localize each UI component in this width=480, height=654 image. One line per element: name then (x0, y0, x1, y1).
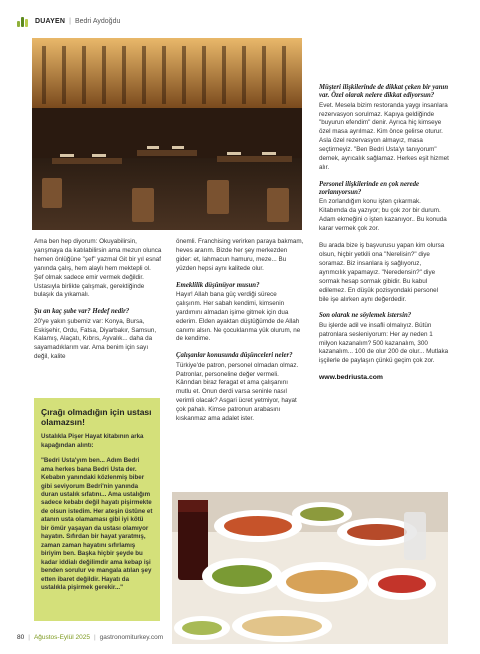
question-heading: Çalışanlar konusunda düşünceleri neler? (176, 352, 293, 360)
question-heading: Şu an kaç şube var? Hedef nedir? (34, 308, 130, 316)
paragraph: önemli. Franchising verirken paraya bakmam, heves ararım. Bizde her şey merkezden gider: et, lahmacun hamuru, meze... Bu yüzden hepsi aynı kalitede olur. (176, 238, 304, 272)
restaurant-interior-photo (32, 38, 302, 230)
box-title: Çırağı olmadığın için ustası olamazsın! (41, 407, 152, 427)
paragraph: 20'ye yakın şubemiz var: Konya, Bursa, Eskişehir, Ordu, Fatsa, Diyarbakır, Samsun, Kalamış, Alaçatı, Kıbrıs, Ayvalık... daha da sayamadıklarım var. Ama benim için sayı değil, kalite (34, 317, 157, 361)
page-number: 80 (17, 634, 25, 641)
footer-separator: | (93, 634, 96, 641)
paragraph: En zorlandığım konu işten çıkarmak. Kitabımda da yazıyor; bu çok zor bir durum. Adam ekmeğini o işten kazanıyor.. Bu konuda karar vermek çok zor. (319, 198, 447, 233)
magazine-logo-icon (17, 15, 31, 27)
paragraph: Bu işlerde adil ve insafli olmalıyız. Bütün patronlara sesleniyorum: Her ay neden 1 milyon kazanalım? 500 kazanalım, 300 kazanalım... 100 de olur 200 de olur... Mutlaka işçilerle de paylaşın çünkü geçim çok zor. (319, 321, 449, 365)
section-header (17, 14, 120, 28)
paragraph: Bu arada bize iş başvurusu yapan kim olursa olsun, hiçbir yetkili ona "Nerelisin?" diye soramaz. Biz insanlara iş sağlıyoruz, ayrımcılık yapamayız. "Neredensin?" diye sormak hesap sormak gibidir. Bu kabul edilemez. En düşük pozisyondaki personel bile işe alırken aynı değerdedir. (319, 242, 445, 303)
question-heading: Emeklilik düşünüyor musun? (176, 281, 260, 289)
box-intro: Ustalıkla Pişer Hayat kitabının arka kapağından alıntı: (41, 433, 144, 449)
article-column-2 (176, 238, 304, 432)
website-link[interactable]: www.bedriusta.com (319, 374, 383, 382)
paragraph: Ama ben hep diyorum: Okuyabilirsin, yarışmaya da katılabilirsin ama mezun olunca hemen önlüğüne "şef" yazmal Git bir yıl esnaf yanında çalış, hem alaylı hem mektepli ol. Şef olmak sadece emir vermek değildir. Ustasıyla birlikte çalışmak, gerektiğinde bulaşık da yıkamalı. (34, 238, 162, 299)
footer-website[interactable]: gastronomiturkey.com (99, 634, 164, 641)
article-column-3 (319, 84, 449, 383)
question-heading: Müşteri ilişkilerinde de dikkat çeken bir yanın var. Özel olarak nelere dikkat ediyorsun? (319, 84, 449, 100)
footer-separator: | (28, 634, 30, 641)
question-heading: Son olarak ne söylemek istersin? (319, 312, 412, 320)
paragraph: Hayır! Allah bana güç verdiği sürece çalışırım. Her sabah kendimi, kimsenin yardımını almadan işime gitmek için dua ederim. Elden ayaktan düştüğümde de Allah canımı alsın. Ne çocuklarıma yük olurum, ne de kendime. (176, 290, 301, 343)
section-category: DUAYEN (35, 17, 66, 25)
book-quote: "Bedri Usta'yım ben... Adım Bedri ama herkes bana Bedri Usta der. Kebabın yanındaki közlenmiş biber gibi seviyorum Bedri'nin yanında duran ustalık sıfatını... Ama ustalığım sadece kebabı değil hayatı pişirmekte de olsun istedim. Her ateşin üstüne et atanın usta olamaması gibi iyi kötü bir ömür yaşayan da ustası olamıyor hayatın. Sıfırdan bir hayat yaratmış, zaman zaman hayatını sıfırlamış biriyim ben. Başka hiçbir şeyde bu kadar iddialı değilimdir ama kebap işi benden sorulur ve mangala atılan şey etten ibaret değildir. Hayatı da ustalıkla pişirmek gerekir..." (41, 457, 153, 591)
page-footer (17, 634, 163, 641)
article-column-1 (34, 238, 162, 370)
header-separator: | (69, 17, 71, 25)
paragraph: Evet. Mesela bizim restoranda yaygı insanlara rezervasyon sorulmaz. Kapıya geldiğinde "buyurun efendim" denir. Ayrıca hiç kimseye özel masa ayrılmaz. Kim önce gelirse oturur. Asla özel rezervasyon almayız, masa seçtirmeyiz. "Ben Bedri Usta'yı tanıyorum" demek, ayrıcalık sağlamaz. Herkes eşit hizmet alır. (319, 101, 449, 171)
section-author: Bedri Aydoğdu (74, 17, 121, 25)
food-table-photo (172, 492, 448, 644)
paragraph: Türkiye'de patron, personel olmadan olmaz. Patronlar, personeline değer vermeli. Kârından biraz feragat et ama çalışanını mutlu et. Onun derdi varsa seninle nasıl verimli olacak? Asgari ücret yetmiyor, hayat çok pahalı. Kimse patronun arabasını kıskanmaz ama adalet ister. (176, 361, 299, 423)
issue-date: Ağustos-Eylül 2025 (33, 634, 90, 641)
question-heading: Personel ilişkilerinde en çok nerede zorlanıyorsun? (319, 180, 420, 197)
book-quote-box (34, 398, 160, 621)
